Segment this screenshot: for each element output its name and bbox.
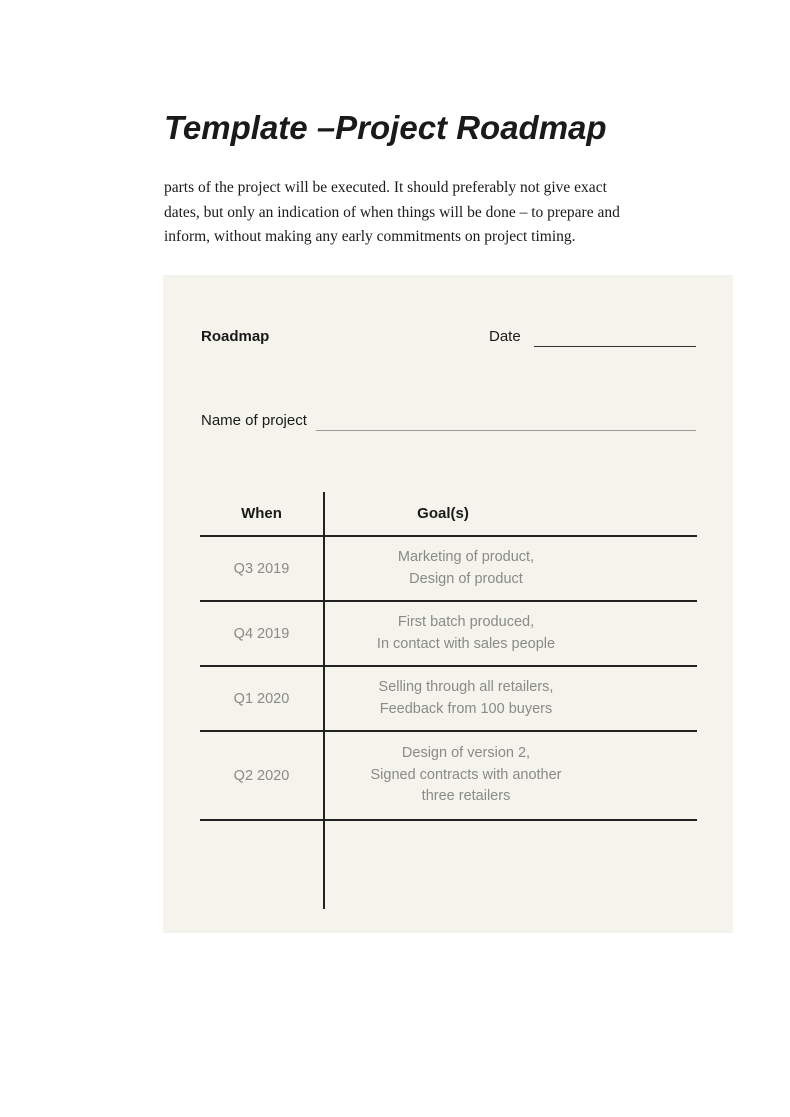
when-cell: Q3 2019 (233, 560, 290, 577)
page-title: Template –Project Roadmap (164, 109, 607, 146)
date-label: Date (489, 328, 521, 345)
table-row (200, 732, 697, 819)
when-column-header: When (241, 505, 282, 522)
when-cell: Q1 2020 (233, 690, 290, 707)
goals-cell (325, 537, 607, 600)
goals-cell (325, 732, 607, 819)
table-row-empty[interactable] (200, 821, 697, 909)
goals-cell (325, 602, 607, 665)
goal-line: Design of version 2, (401, 745, 531, 762)
goal-line: First batch produced, (397, 614, 535, 630)
roadmap-table (200, 492, 697, 909)
intro-paragraph (164, 176, 684, 250)
roadmap-form-panel (163, 275, 733, 933)
roadmap-label: Roadmap (201, 328, 270, 345)
goal-line: In contact with sales people (376, 635, 556, 652)
table-row (200, 602, 697, 665)
date-field-line[interactable] (534, 346, 696, 347)
project-name-label: Name of project (201, 412, 307, 429)
when-cell: Q2 2020 (233, 767, 290, 784)
goal-line: Feedback from 100 buyers (379, 700, 553, 717)
intro-line: inform, without making any early commitments on project timing. (164, 228, 576, 245)
goal-line: Marketing of product, (397, 549, 535, 565)
goals-cell (325, 667, 607, 730)
goal-line: Signed contracts with another (370, 766, 562, 783)
table-row (200, 537, 697, 600)
intro-line: dates, but only an indication of when things will be done – to prepare and (164, 203, 620, 221)
goal-line: Design of product (409, 570, 523, 587)
goal-line: Selling through all retailers, (378, 679, 554, 695)
table-row (200, 667, 697, 730)
project-name-field-line[interactable] (316, 430, 696, 431)
intro-line: parts of the project will be executed. It should preferably not give exact (164, 179, 607, 196)
goals-column-header: Goal(s) (417, 505, 469, 522)
when-cell: Q4 2019 (233, 625, 290, 642)
goal-line: three retailers (421, 788, 511, 805)
